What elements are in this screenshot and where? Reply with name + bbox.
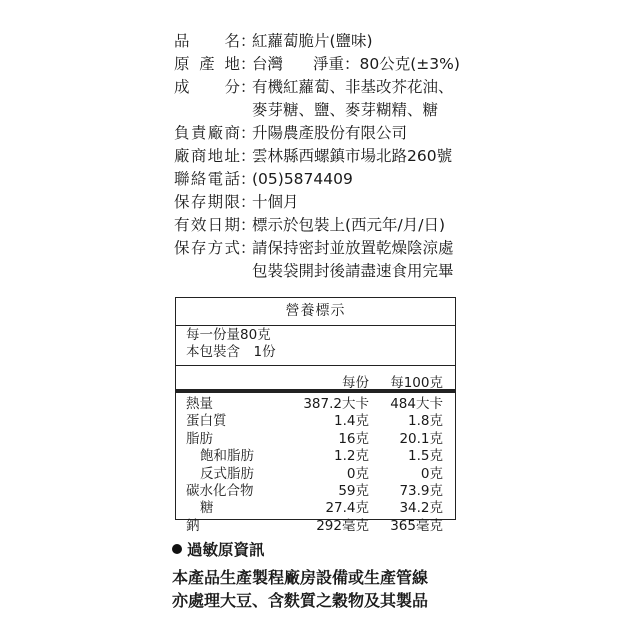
info-value: 有機紅蘿蔔、非基改芥花油、: [252, 78, 454, 96]
nutrition-title: 營養標示: [176, 298, 455, 326]
nutrient-per-100g: 484大卡: [390, 396, 443, 412]
product-info: [174, 30, 460, 283]
info-value: (05)5874409: [252, 170, 353, 188]
nutrition-row: [176, 448, 455, 465]
nutrient-name: 糖: [200, 500, 214, 517]
info-label: [174, 76, 240, 99]
info-label: [174, 53, 240, 76]
info-label: [174, 30, 240, 53]
info-value: 紅蘿蔔脆片(鹽味): [252, 32, 373, 50]
label-char: 保: [174, 193, 190, 211]
label-char: 方: [207, 239, 224, 257]
colon: ：: [240, 124, 256, 142]
label-char: 保: [174, 239, 190, 257]
nutrient-per-100g: 34.2克: [399, 500, 443, 517]
label-char: 負: [174, 124, 190, 142]
nutrition-row: [176, 431, 455, 448]
info-value: 升陽農產股份有限公司: [252, 124, 408, 142]
nutrient-name: 鈉: [186, 517, 200, 534]
info-label: [174, 237, 240, 260]
label-char: 效: [190, 216, 207, 234]
info-value: 十個月: [252, 193, 299, 211]
info-row-address: [174, 145, 460, 168]
col-per-serving: 每份: [342, 375, 369, 391]
bullet-icon: [172, 544, 182, 554]
nutrient-name: 蛋白質: [186, 413, 227, 430]
label-char: 有: [174, 216, 190, 234]
serving-size: 每一份量80克: [186, 327, 271, 343]
label-char: 地: [207, 147, 224, 165]
colon: ：: [240, 239, 256, 257]
label-char: 式: [224, 239, 240, 257]
nutrition-row: [176, 396, 455, 413]
nutrient-per-serving: 292毫克: [316, 517, 369, 534]
info-row-phone: [174, 168, 460, 191]
net-weight: 淨重：80公克(±3%): [313, 55, 460, 73]
label-char: 限: [224, 193, 240, 211]
nutrition-rows: [176, 393, 455, 535]
label-char: 地: [224, 55, 240, 73]
allergy-heading-text: 過敏原資訊: [187, 541, 265, 559]
info-row-manufacturer: [174, 122, 460, 145]
label-char: 產: [199, 55, 215, 73]
label-char: 址: [224, 147, 240, 165]
info-row-product-name: [174, 30, 460, 53]
nutrition-row: [176, 518, 455, 535]
nutrient-name: 熱量: [186, 396, 213, 412]
label-char: 聯: [174, 170, 190, 188]
label-char: 名: [224, 32, 240, 50]
nutrient-per-100g: 365毫克: [390, 517, 443, 534]
allergy-note: [172, 566, 428, 612]
nutrient-name: 飽和脂肪: [200, 448, 254, 465]
nutrient-per-100g: 20.1克: [399, 430, 443, 447]
info-row-storage: [174, 237, 460, 260]
info-value: 台灣: [252, 55, 284, 73]
info-label: [174, 214, 240, 237]
label-char: 廠: [207, 124, 224, 142]
info-label: [174, 168, 240, 191]
label-char: 絡: [190, 170, 207, 188]
allergy-line: 本產品生產製程廠房設備或生產管線: [172, 568, 429, 587]
nutrient-per-serving: 59克: [338, 482, 369, 499]
label-char: 話: [224, 170, 240, 188]
col-per-100g: 每100克: [390, 375, 443, 391]
nutrition-row: [176, 466, 455, 483]
colon: ：: [240, 55, 256, 73]
label-char: 成: [174, 78, 190, 96]
nutrient-per-100g: 1.5克: [408, 448, 443, 465]
label-char: 存: [190, 239, 207, 257]
servings-per-package: 本包裝含 1份: [186, 344, 276, 360]
colon: ：: [240, 32, 256, 50]
info-value: 雲林縣西螺鎮市場北路260號: [252, 147, 453, 165]
nutrition-table: [175, 297, 456, 534]
nutrient-per-serving: 16克: [338, 430, 369, 447]
label-char: 原: [174, 55, 190, 73]
nutrient-per-100g: 73.9克: [399, 482, 443, 499]
nutrient-name: 反式脂肪: [200, 465, 254, 482]
info-row-origin: [174, 53, 460, 76]
info-value: 標示於包裝上(西元年/月/日): [252, 216, 446, 234]
label-char: 廠: [174, 147, 190, 165]
colon: ：: [240, 216, 256, 234]
label-char: 電: [207, 170, 224, 188]
colon: ：: [240, 193, 256, 211]
info-value-continued: 麥芽糖、鹽、麥芽糊精、糖: [252, 101, 439, 119]
nutrition-row: [176, 483, 455, 500]
allergy-heading: [172, 538, 265, 560]
label-char: 期: [224, 216, 240, 234]
label-char: 商: [190, 147, 207, 165]
label-char: 分: [224, 78, 240, 96]
nutrient-per-100g: 1.8克: [408, 413, 443, 430]
label-char: 商: [224, 124, 240, 142]
info-row-shelf-life: [174, 191, 460, 214]
nutrient-per-serving: 1.2克: [334, 448, 369, 465]
nutrition-row: [176, 500, 455, 517]
allergy-line: 亦處理大豆、含麩質之穀物及其製品: [172, 591, 429, 610]
nutrition-column-header: [176, 365, 455, 391]
label-char: 責: [190, 124, 207, 142]
nutrient-name: 碳水化合物: [186, 482, 254, 499]
label-char: 日: [207, 216, 224, 234]
colon: ：: [240, 147, 256, 165]
colon: ：: [240, 170, 256, 188]
info-label: [174, 122, 240, 145]
info-value-continued: 包裝袋開封後請盡速食用完畢: [252, 262, 454, 280]
colon: ：: [240, 78, 256, 96]
nutrient-name: 脂肪: [186, 430, 213, 447]
info-label: [174, 191, 240, 214]
info-row-ingredients: [174, 76, 460, 99]
nutrient-per-100g: 0克: [420, 465, 443, 482]
nutrient-per-serving: 387.2大卡: [303, 396, 369, 412]
label-char: 期: [207, 193, 224, 211]
info-row-expiry: [174, 214, 460, 237]
label-char: 存: [190, 193, 207, 211]
info-label: [174, 145, 240, 168]
nutrition-row: [176, 413, 455, 430]
label-char: 品: [174, 32, 190, 50]
info-value: 請保持密封並放置乾燥陰涼處: [252, 239, 454, 257]
nutrient-per-serving: 0克: [346, 465, 369, 482]
nutrient-per-serving: 27.4克: [325, 500, 369, 517]
nutrient-per-serving: 1.4克: [334, 413, 369, 430]
